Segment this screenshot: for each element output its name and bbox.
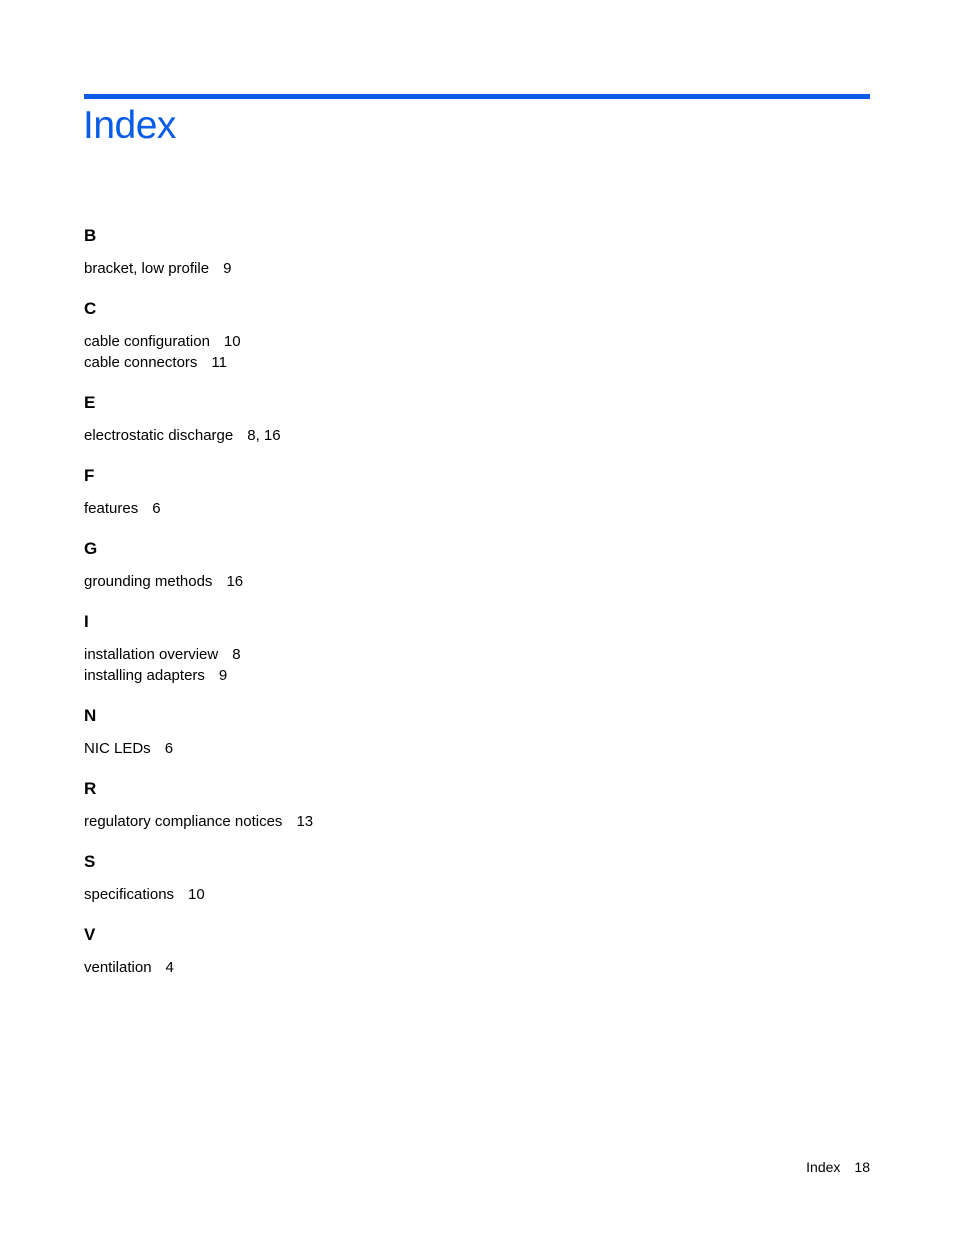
entry-pages[interactable]: 8 bbox=[232, 646, 241, 663]
entry-term: features bbox=[84, 500, 139, 517]
entry-pages[interactable]: 10 bbox=[188, 886, 205, 903]
entry-pages[interactable]: 9 bbox=[223, 260, 232, 277]
footer-page-number: 18 bbox=[854, 1159, 870, 1175]
index-entry bbox=[84, 258, 231, 279]
section-letter: E bbox=[84, 393, 96, 412]
index-entry bbox=[84, 498, 161, 519]
entry-term: installing adapters bbox=[84, 667, 205, 684]
section-letter: G bbox=[84, 539, 98, 558]
index-entry bbox=[84, 884, 205, 905]
index-entry bbox=[84, 571, 243, 592]
entry-pages[interactable]: 4 bbox=[165, 959, 174, 976]
index-section-b bbox=[84, 226, 231, 279]
entry-pages[interactable]: 10 bbox=[223, 333, 241, 350]
entry-term: NIC LEDs bbox=[84, 740, 151, 757]
entry-pages[interactable]: 11 bbox=[211, 354, 227, 371]
entry-term: electrostatic discharge bbox=[84, 427, 234, 444]
index-entry bbox=[84, 352, 241, 373]
entry-pages[interactable]: 16 bbox=[226, 573, 244, 590]
section-letter: C bbox=[84, 299, 97, 318]
entry-pages[interactable]: 6 bbox=[152, 500, 161, 517]
section-letter: F bbox=[84, 466, 95, 485]
entry-term: installation overview bbox=[84, 646, 219, 663]
index-section-g bbox=[84, 539, 243, 592]
index-entry bbox=[84, 331, 241, 352]
entry-pages[interactable]: 13 bbox=[296, 813, 314, 830]
title-rule bbox=[84, 94, 870, 99]
index-entry bbox=[84, 644, 241, 665]
entry-pages[interactable]: 9 bbox=[218, 667, 228, 684]
section-letter: S bbox=[84, 852, 96, 871]
entry-term: cable configuration bbox=[84, 333, 210, 350]
index-entry bbox=[84, 957, 174, 978]
index-section-v bbox=[84, 925, 174, 978]
section-letter: V bbox=[84, 925, 96, 944]
footer-section-label: Index bbox=[806, 1159, 841, 1175]
entry-term: bracket, low profile bbox=[84, 260, 210, 277]
section-letter: B bbox=[84, 226, 97, 245]
entry-term: cable connectors bbox=[84, 354, 198, 371]
page-title: Index bbox=[83, 104, 176, 147]
entry-term: grounding methods bbox=[84, 573, 213, 590]
index-section-n bbox=[84, 706, 173, 759]
index-entry bbox=[84, 665, 241, 686]
index-section-r bbox=[84, 779, 313, 832]
index-entry bbox=[84, 738, 173, 759]
index-section-i bbox=[84, 612, 241, 686]
index-entry bbox=[84, 425, 281, 446]
entry-term: specifications bbox=[84, 886, 175, 903]
section-letter: I bbox=[84, 612, 89, 631]
section-letter: R bbox=[84, 779, 97, 798]
index-section-f bbox=[84, 466, 161, 519]
index-entry bbox=[84, 811, 313, 832]
section-letter: N bbox=[84, 706, 97, 725]
index-section-e bbox=[84, 393, 281, 446]
entry-term: ventilation bbox=[84, 959, 152, 976]
page-footer bbox=[806, 1158, 870, 1176]
index-section-c bbox=[84, 299, 241, 373]
index-section-s bbox=[84, 852, 205, 905]
entry-pages[interactable]: 8, 16 bbox=[247, 427, 281, 444]
entry-term: regulatory compliance notices bbox=[84, 813, 283, 830]
entry-pages[interactable]: 6 bbox=[164, 740, 174, 757]
